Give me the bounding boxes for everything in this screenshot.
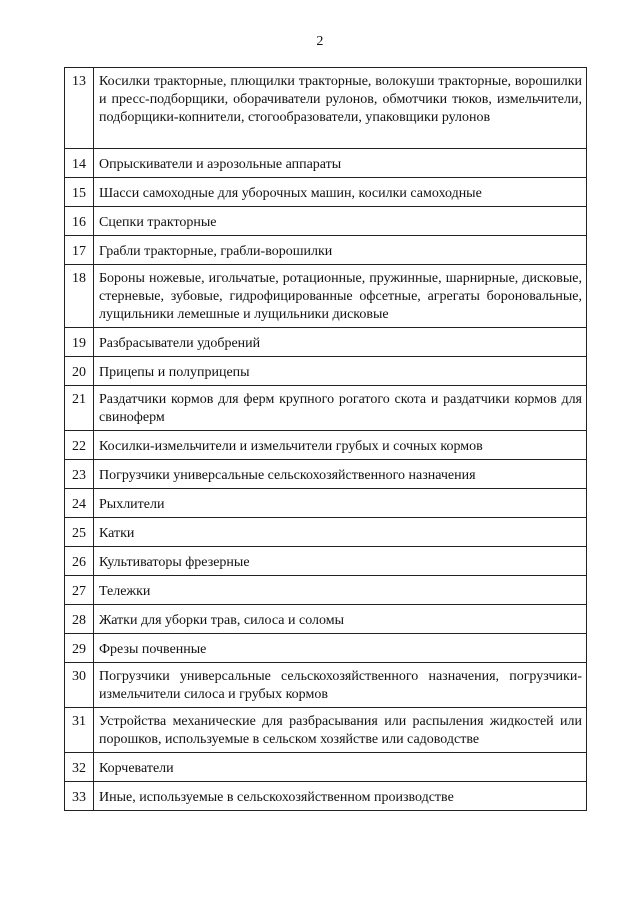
table-row	[65, 576, 587, 605]
table-row	[65, 708, 587, 753]
row-number: 21	[65, 386, 94, 431]
row-number: 14	[65, 149, 94, 178]
table-row	[65, 236, 587, 265]
row-text: Тележки	[94, 576, 587, 605]
table-row	[65, 328, 587, 357]
row-text: Иные, используемые в сельскохозяйственном производстве	[94, 782, 587, 811]
table-row	[65, 149, 587, 178]
row-number: 24	[65, 489, 94, 518]
row-number: 13	[65, 68, 94, 149]
row-text: Бороны ножевые, игольчатые, ротационные, пружинные, шарнирные, дисковые, стерневые, зубовые, гидрофицированные офсетные, агрегаты бороновальные, лущильники лемешные и лущильники дисковые	[94, 265, 587, 328]
row-number: 16	[65, 207, 94, 236]
row-text: Косилки тракторные, плющилки тракторные, волокуши тракторные, ворошилки и пресс-подборщики, оборачиватели рулонов, обмотчики тюков, измельчители, подборщики-копнители, стогообразователи, упаковщики рулонов	[94, 68, 587, 149]
row-number: 23	[65, 460, 94, 489]
table-row	[65, 605, 587, 634]
row-text: Шасси самоходные для уборочных машин, косилки самоходные	[94, 178, 587, 207]
row-number: 17	[65, 236, 94, 265]
row-number: 28	[65, 605, 94, 634]
row-number: 15	[65, 178, 94, 207]
row-number: 19	[65, 328, 94, 357]
row-number: 29	[65, 634, 94, 663]
row-number: 20	[65, 357, 94, 386]
row-text: Погрузчики универсальные сельскохозяйственного назначения	[94, 460, 587, 489]
table-row	[65, 663, 587, 708]
row-number: 30	[65, 663, 94, 708]
table-row	[65, 431, 587, 460]
table-row	[65, 178, 587, 207]
table-row	[65, 357, 587, 386]
row-text: Жатки для уборки трав, силоса и соломы	[94, 605, 587, 634]
table-row	[65, 518, 587, 547]
row-text: Катки	[94, 518, 587, 547]
table-row	[65, 68, 587, 149]
row-text: Прицепы и полуприцепы	[94, 357, 587, 386]
table-row	[65, 460, 587, 489]
page-number: 2	[316, 34, 324, 49]
row-text: Фрезы почвенные	[94, 634, 587, 663]
row-number: 32	[65, 753, 94, 782]
row-number: 31	[65, 708, 94, 753]
table-row	[65, 547, 587, 576]
row-text: Сцепки тракторные	[94, 207, 587, 236]
table-row	[65, 489, 587, 518]
row-number: 18	[65, 265, 94, 328]
row-number: 26	[65, 547, 94, 576]
row-text: Раздатчики кормов для ферм крупного рогатого скота и раздатчики кормов для свиноферм	[94, 386, 587, 431]
table-row	[65, 386, 587, 431]
row-number: 25	[65, 518, 94, 547]
row-text: Погрузчики универсальные сельскохозяйственного назначения, погрузчики-измельчители силоса и грубых кормов	[94, 663, 587, 708]
table-row	[65, 265, 587, 328]
table-row	[65, 634, 587, 663]
row-text: Разбрасыватели удобрений	[94, 328, 587, 357]
row-number: 22	[65, 431, 94, 460]
row-number: 33	[65, 782, 94, 811]
row-text: Устройства механические для разбрасывания или распыления жидкостей или порошков, используемые в сельском хозяйстве или садоводстве	[94, 708, 587, 753]
row-text: Опрыскиватели и аэрозольные аппараты	[94, 149, 587, 178]
equipment-table	[64, 67, 587, 811]
row-text: Косилки-измельчители и измельчители грубых и сочных кормов	[94, 431, 587, 460]
row-number: 27	[65, 576, 94, 605]
table-row	[65, 207, 587, 236]
row-text: Рыхлители	[94, 489, 587, 518]
row-text: Корчеватели	[94, 753, 587, 782]
table-row	[65, 782, 587, 811]
row-text: Грабли тракторные, грабли-ворошилки	[94, 236, 587, 265]
row-text: Культиваторы фрезерные	[94, 547, 587, 576]
table-row	[65, 753, 587, 782]
